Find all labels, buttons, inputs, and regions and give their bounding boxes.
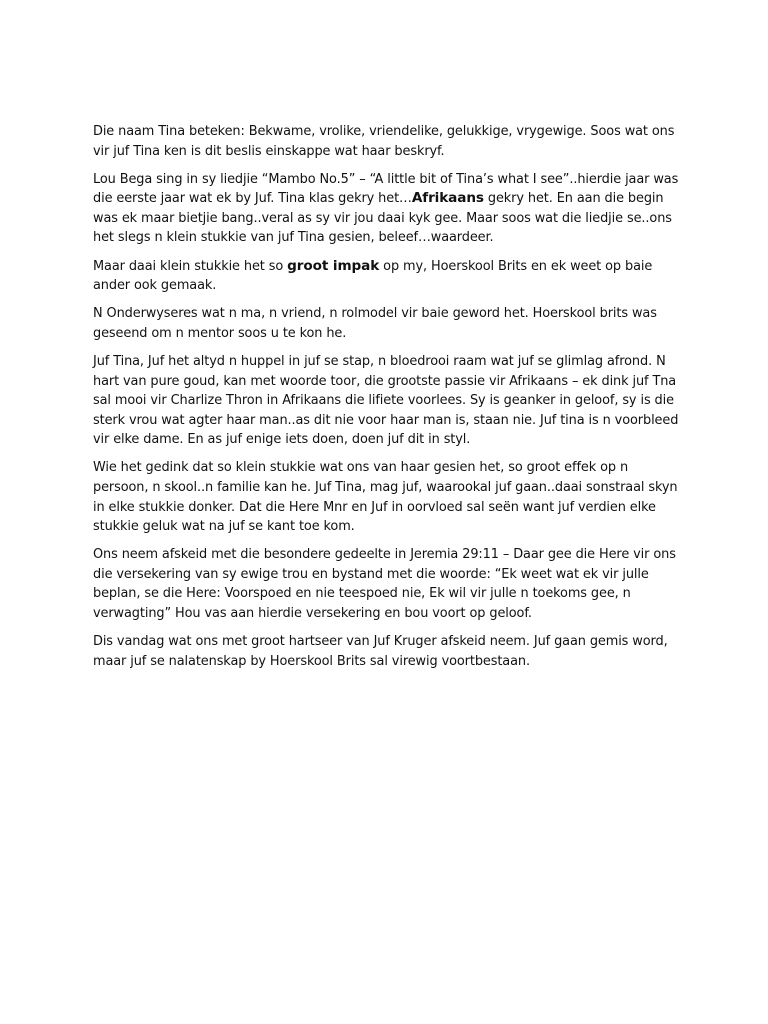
- paragraph-mambo-text-start: Lou Bega sing in sy liedjie “Mambo No.5” – “A little bit of Tina’s what I see”..hierdie jaar was die eerste jaar wat ek by Juf. Tina klas gekry het…: [93, 171, 679, 207]
- paragraph-mambo-text-end: gekry het. En aan die begin was ek maar bietjie bang..veral as sy vir jou daai kyk gee. Maar soos wat die liedjie se..ons het slegs n klein stukkie van juf Tina gesien, beleef…waardeer.: [93, 191, 672, 246]
- emphasis-groot-impak: groot impak: [287, 257, 380, 274]
- paragraph-description: Juf Tina, Juf het altyd n huppel in juf se stap, n bloedrooi raam wat juf se glimlag afrond. N hart van pure goud, kan met woorde toor, die grootste passie vir Afrikaans – ek dink juf Tna sal mooi vir Charlize Thron in Afrikaans die lifiete voorlees. Sy is geanker in geloof, sy is die sterk vrou wat agter haar man..as dit nie voor haar man is, staan nie. Juf tina is n voorbleed vir elke dame. En as juf enige iets doen, doen juf dit in styl.: [93, 353, 679, 448]
- paragraph-mentor: N Onderwyseres wat n ma, n vriend, n rolmodel vir baie geword het. Hoerskool brits was geseend om n mentor soos u te kon he.: [93, 306, 657, 341]
- paragraph-name-meaning: Die naam Tina beteken: Bekwame, vrolike, vriendelike, gelukkige, vrygewige. Soos wat ons vir juf Tina ken is dit beslis einskappe wat haar beskryf.: [93, 124, 675, 159]
- paragraph-scripture: Ons neem afskeid met die besondere gedeelte in Jeremia 29:11 – Daar gee die Here vir ons die versekering van sy ewige trou en bystand met die woorde: “Ek weet wat ek vir julle beplan, se die Here: Voorspoed en nie teespoed nie, Ek wil vir julle n toekoms gee, n verwagting” Hou vas aan hierdie versekering en bou voort op geloof.: [93, 547, 676, 622]
- paragraph-impact-text-start: Maar daai klein stukkie het so: [93, 258, 288, 274]
- document-body: [93, 122, 683, 680]
- paragraph-impact-text-end: op my, Hoerskool Brits en ek weet op baie ander ook gemaak.: [93, 258, 653, 294]
- paragraph-impact: [93, 257, 683, 296]
- paragraph-mambo: [93, 170, 683, 248]
- paragraph-farewell: Dis vandag wat ons met groot hartseer van Juf Kruger afskeid neem. Juf gaan gemis word, maar juf se nalatenskap by Hoerskool Brits sal virewig voortbestaan.: [93, 634, 668, 669]
- paragraph-blessing: Wie het gedink dat so klein stukkie wat ons van haar gesien het, so groot effek op n persoon, n skool..n familie kan he. Juf Tina, mag juf, waarookal juf gaan..daai sonstraal skyn in elke stukkie donker. Dat die Here Mnr en Juf in oorvloed sal seën want juf verdien elke stukkie geluk wat na juf se kant toe kom.: [93, 460, 678, 535]
- emphasis-afrikaans: Afrikaans: [411, 190, 484, 207]
